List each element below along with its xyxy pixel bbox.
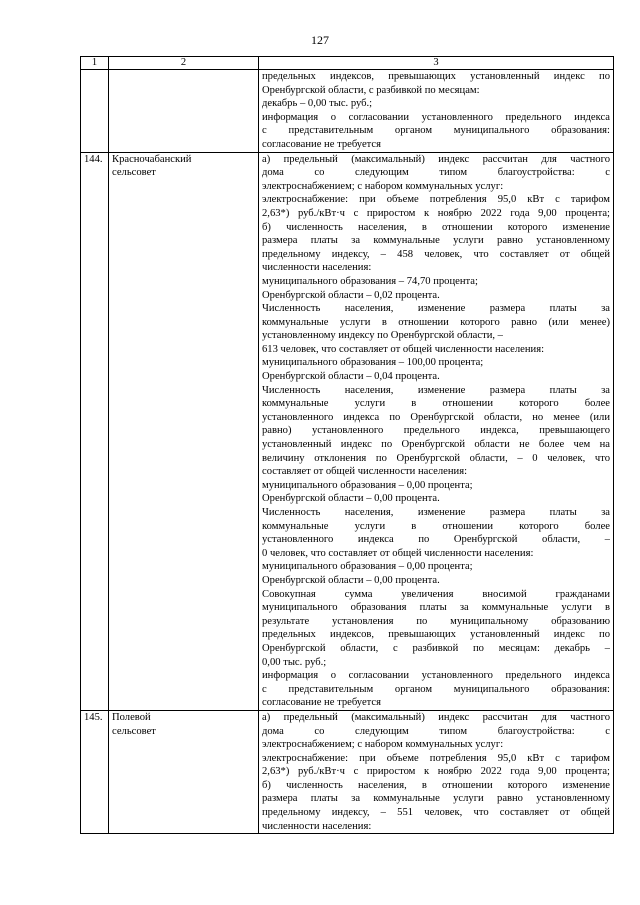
table-row <box>81 710 614 833</box>
text-line: коммунальные услуги в отношении которого более <box>262 398 610 410</box>
text-line: 0,00 тыс. руб.; <box>262 656 327 668</box>
text-line: коммунальные услуги в отношении которого более <box>262 520 610 532</box>
text-line: дома со следующим типом благоустройства: с <box>262 167 610 179</box>
text-line: установленному индексу по Оренбургской области, – <box>262 330 503 342</box>
text-line: предельному индексу, – 458 человек, что составляет от общей <box>262 248 610 260</box>
text-line: коммунальные услуги в отношении которого равно (или менее) <box>262 316 610 328</box>
description-cell <box>259 152 614 710</box>
row-number <box>81 70 109 153</box>
text-line: информация о согласовании установленного предельного индекса <box>262 111 610 123</box>
text-line: составляет от общей численности населения: <box>262 466 468 478</box>
text-line: с представительным органом муниципального образования: <box>262 683 610 695</box>
table-row <box>81 152 614 710</box>
text-line: Оренбургской области – 0,02 процента. <box>262 289 440 301</box>
text-line: информация о согласовании установленного предельного индекса <box>262 670 610 682</box>
text-line: предельному индексу, – 551 человек, что составляет от общей <box>262 807 610 819</box>
district-name-line: сельсовет <box>112 725 156 737</box>
text-line: электроснабжение: при объеме потребления 95,0 кВт с тарифом <box>262 752 610 764</box>
text-line: Оренбургской области, с разбивкой по месяцам: декабрь – <box>262 642 610 654</box>
column-header-3: 3 <box>259 57 614 70</box>
text-line: Оренбургской области – 0,00 процента. <box>262 493 440 505</box>
district-name <box>109 710 259 833</box>
text-line: Оренбургской области – 0,00 процента. <box>262 574 440 586</box>
text-line: Оренбургской области – 0,04 процента. <box>262 371 440 383</box>
table-header-row <box>81 57 614 70</box>
text-line: численности населения: <box>262 820 372 832</box>
district-name-line: сельсовет <box>112 167 156 179</box>
text-line: муниципального образования – 0,00 процента; <box>262 561 473 573</box>
text-line: согласование не требуется <box>262 697 382 709</box>
text-line: 0 человек, что составляет от общей численности населения: <box>262 547 534 559</box>
text-line: установленный индекс по Оренбургской области не более чем на <box>262 439 610 451</box>
page-number: 127 <box>311 33 329 47</box>
district-name <box>109 152 259 710</box>
description-cell <box>259 710 614 833</box>
text-line: электроснабжение: при объеме потребления 95,0 кВт с тарифом <box>262 194 610 206</box>
text-line: установленного индекса по Оренбургской области, но менее (или <box>262 411 610 423</box>
text-line: результате установления по муниципальному образованию <box>262 615 610 627</box>
text-line: Численность населения, изменение размера платы за <box>262 384 610 396</box>
text-line: б) численность населения, в отношении которого изменение <box>262 779 610 791</box>
text-line: 613 человек, что составляет от общей численности населения: <box>262 343 545 355</box>
text-line: электроснабжением; с набором коммунальных услуг: <box>262 739 504 751</box>
district-name <box>109 70 259 153</box>
text-line: размера платы за коммунальные услуги равно установленному <box>262 793 610 805</box>
text-line: муниципального образования – 100,00 процента; <box>262 357 484 369</box>
district-name-line: Красночабанский <box>112 153 192 165</box>
row-number: 144. <box>81 152 109 710</box>
text-line: установленного индекса по Оренбургской области, – <box>262 534 610 546</box>
text-line: Численность населения, изменение размера платы за <box>262 507 610 518</box>
text-line: а) предельный (максимальный) индекс рассчитан для частного <box>262 711 610 723</box>
text-line: с представительным органом муниципального образования: <box>262 125 610 137</box>
text-line: электроснабжением; с набором коммунальных услуг: <box>262 180 504 192</box>
text-line: величину отклонения по Оренбургской области, – 0 человек, что <box>262 452 610 464</box>
text-line: численности населения: <box>262 262 372 274</box>
data-table <box>80 56 614 834</box>
column-header-1: 1 <box>81 57 109 70</box>
text-line: 2,63*) руб./кВт·ч с приростом к ноябрю 2022 года 9,00 процента; <box>262 207 610 219</box>
text-line: а) предельный (максимальный) индекс рассчитан для частного <box>262 153 610 165</box>
text-line: муниципального образования – 0,00 процента; <box>262 479 473 491</box>
text-line: предельных индексов, превышающих установленный индекс по <box>262 629 610 641</box>
text-line: б) численность населения, в отношении которого изменение <box>262 221 610 233</box>
text-line: равно) установленного предельного индекса, превышающего <box>262 425 610 437</box>
text-line: дома со следующим типом благоустройства: с <box>262 725 610 737</box>
text-line: согласование не требуется <box>262 138 382 150</box>
text-line: Численность населения, изменение размера платы за <box>262 303 610 315</box>
text-line: предельных индексов, превышающих установленный индекс по <box>262 71 610 82</box>
row-number: 145. <box>81 710 109 833</box>
text-line: Совокупная сумма увеличения вносимой гражданами <box>262 588 610 600</box>
text-line: 2,63*) руб./кВт·ч с приростом к ноябрю 2022 года 9,00 процента; <box>262 766 610 778</box>
text-line: размера платы за коммунальные услуги равно установленному <box>262 235 610 247</box>
text-line: Оренбургской области, с разбивкой по месяцам: <box>262 84 480 96</box>
column-header-2: 2 <box>109 57 259 70</box>
text-line: муниципального образования платы за коммунальные услуги в <box>262 602 610 614</box>
table-row <box>81 70 614 153</box>
table-body <box>81 70 614 834</box>
district-name-line: Полевой <box>112 711 151 723</box>
text-line: муниципального образования – 74,70 процента; <box>262 275 478 287</box>
text-line: декабрь – 0,00 тыс. руб.; <box>262 98 373 110</box>
description-cell <box>259 70 614 153</box>
